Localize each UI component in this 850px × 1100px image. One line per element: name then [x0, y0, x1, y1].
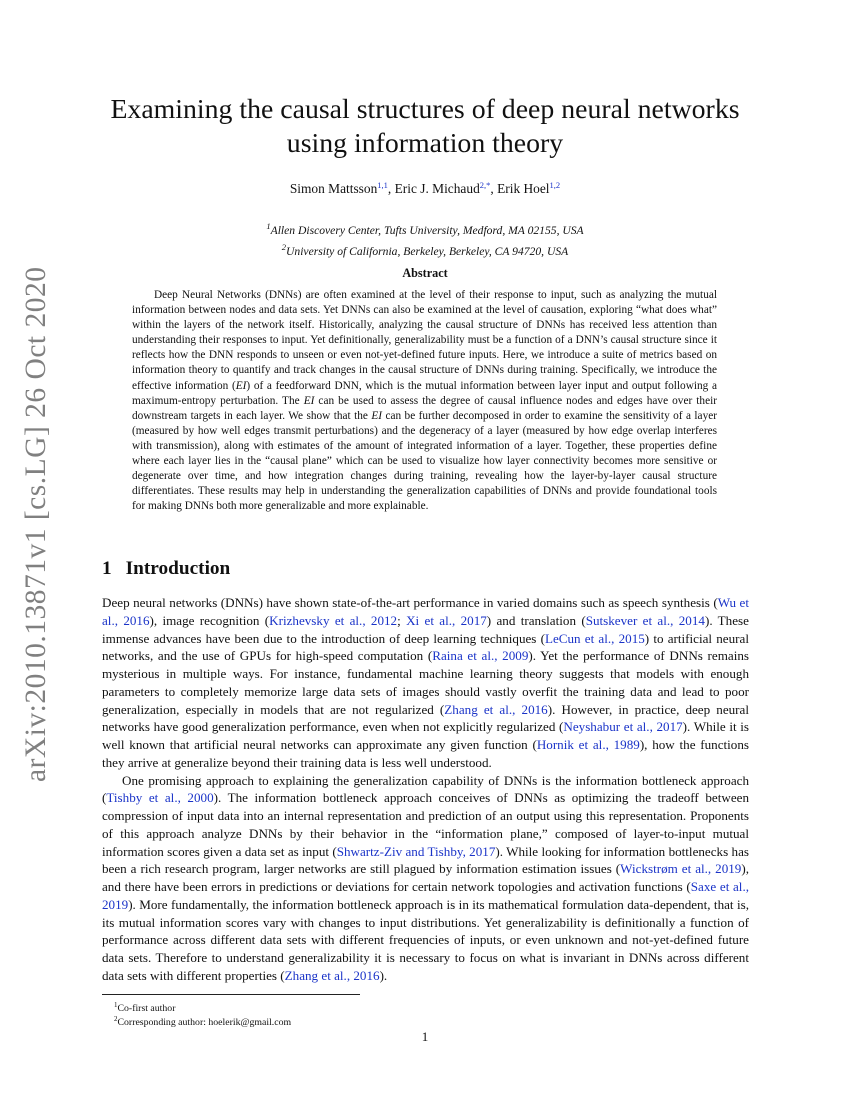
section-number: 1 — [102, 558, 112, 579]
citation-link[interactable]: Wu et al., 2016 — [102, 595, 749, 628]
citation-link[interactable]: Neyshabur et al., 2017 — [563, 719, 683, 735]
citation-link[interactable]: Xi et al., 2017 — [406, 612, 487, 628]
citation-link[interactable]: Raina et al., 2009 — [432, 648, 529, 664]
citation-link[interactable]: Hornik et al., 1989 — [536, 737, 640, 752]
footnote-mark: 1 — [114, 1001, 118, 1009]
affiliation-sup: 1 — [266, 221, 271, 231]
affiliation — [0, 218, 850, 239]
ei-term: EI — [303, 394, 315, 407]
text-segment: ). These immense advances have been due to the introduction of deep learning techniques ( — [102, 612, 749, 646]
text-segment: ). The information bottleneck approach conceives of DNNs as optimizing the tradeoff between compression of input data into an internal representation and prediction of an output using this representation. Proponents of this approach analyze DNNs by their behavior in the “information plane,” composed of layer-to-input mutual information scores given a data set as input ( — [102, 790, 749, 859]
text-segment: One promising approach to explaining the generalization capability of DNNs is the information bottleneck approach ( — [102, 772, 749, 806]
arxiv-stamp: arXiv:2010.13871v1 [cs.LG] 26 Oct 2020 — [20, 266, 52, 782]
text-segment: ), image recognition ( — [149, 612, 270, 628]
affiliation-text: Allen Discovery Center, Tufts University, Medford, MA 02155, USA — [270, 224, 584, 237]
footnote-mark: 2 — [114, 1015, 118, 1023]
author-affil-sup[interactable]: 2,* — [479, 180, 491, 190]
text-segment: ). Yet the performance of DNNs remains mysterious in multiple ways. For instance, fundamental machine learning theory suggests that models with enough parameters to completely memorize large data sets of images should vastly overfit the training data and lead to poor generalization, especially in models that are not regularized ( — [102, 648, 749, 717]
text-segment: ). More fundamentally, the information bottleneck approach is in its mathematical formulation data-dependent, that is, its mutual information scores vary with changes to input distributions. Yet generalizability is definitionally a function of performance across different data sets with different frequencies of inputs, or even unknown and not-yet-defined future data sets. Therefore to understand generalizability it is necessary to focus on what is invariant in DNNs across different data sets with different properties ( — [102, 896, 749, 983]
citation-link[interactable]: Zhang et al., 2016 — [284, 967, 380, 983]
citation-link[interactable]: Sutskever et al., 2014 — [585, 612, 705, 628]
abstract-heading: Abstract — [402, 266, 448, 280]
citation-link[interactable]: Zhang et al., 2016 — [444, 701, 548, 717]
text-segment: ) to artificial neural networks, and the use of GPUs for high-speed computation ( — [102, 630, 749, 664]
affiliations — [0, 218, 850, 260]
text-segment: ). While it is well known that artificial neural networks can approximate any given function ( — [102, 719, 749, 752]
author-affil-sup[interactable]: 1,2 — [549, 180, 561, 190]
author-name: Eric J. Michaud — [394, 181, 480, 196]
text-segment: Deep neural networks (DNNs) have shown state-of-the-art performance in varied domains such as speech synthesis ( — [102, 595, 718, 610]
footnote — [114, 1013, 291, 1029]
section-title: Introduction — [125, 558, 231, 579]
title-line-2: using information theory — [286, 128, 564, 159]
text-segment: ). — [379, 967, 388, 983]
text-segment: ), and there have been errors in predictions or deviations for certain network topologies and activation functions ( — [102, 861, 749, 894]
text-segment: ), how the functions they arrive at generalize beyond their training data is less well understood. — [102, 737, 749, 770]
ei-term: EI — [235, 379, 247, 392]
paragraph — [102, 772, 749, 985]
text-segment: ). However, in practice, deep neural networks have good generalization performance, even when not explicitly regularized ( — [102, 701, 749, 735]
author-name: Erik Hoel — [497, 181, 550, 196]
footnote-rule — [102, 994, 360, 995]
abstract-segment: can be used to assess the degree of causal influence nodes and edges have over their downstream targets in each layer. We show that the — [132, 394, 717, 422]
author-separator: , — [387, 181, 395, 196]
citation-link[interactable]: Shwartz-Ziv and Tishby, 2017 — [336, 843, 496, 859]
author-list — [0, 180, 850, 197]
affiliation-text: University of California, Berkeley, Berkeley, CA 94720, USA — [286, 245, 569, 258]
citation-link[interactable]: LeCun et al., 2015 — [544, 630, 645, 646]
text-segment: ; — [397, 612, 407, 628]
citation-link[interactable]: Krizhevsky et al., 2012 — [269, 612, 398, 628]
paper-title — [60, 93, 790, 161]
abstract-text — [132, 288, 717, 514]
citation-link[interactable]: Wickstrøm et al., 2019 — [620, 861, 742, 877]
ei-term: EI — [371, 409, 383, 422]
introduction-body — [102, 594, 749, 985]
citation-link[interactable]: Saxe et al., 2019 — [102, 879, 749, 912]
text-segment: ) and translation ( — [486, 612, 586, 628]
page-number: 1 — [421, 1029, 429, 1044]
affiliation-sup: 2 — [281, 242, 287, 252]
affiliation — [0, 239, 850, 260]
abstract-segment: ) of a feedforward DNN, which is the mutual information between layer input and output following a maximum-entropy perturbation. The — [132, 379, 717, 407]
title-line-1: Examining the causal structures of deep neural networks — [110, 94, 740, 125]
author-separator: , — [490, 181, 498, 196]
text-segment: ). While looking for information bottlenecks has been a rich research program, larger networks are still plagued by information estimation issues ( — [102, 843, 749, 877]
author-name: Simon Mattsson — [289, 181, 378, 196]
paragraph — [102, 594, 749, 772]
citation-link[interactable]: Tishby et al., 2000 — [106, 790, 214, 806]
footnote-text: Corresponding author: hoelerik@gmail.com — [117, 1017, 292, 1028]
abstract-segment: can be further decomposed in order to examine the sensitivity of a layer (measured by how well edges transmit perturbations) and the degeneracy of a layer (measured by how edge overlap interferes with transmission), along with estimates of the amount of integrated information of a layer. Together, these properties define where each layer lies in the “causal plane” which can be used to visualize how layer connectivity becomes more sensitive or degenerate over time, and how integration changes during training, revealing how the layer-by-layer causal structure differentiates. These results may help in understanding the generalization capabilities of DNNs and provide foundational tools for making DNNs both more generalizable and more explainable. — [132, 409, 717, 513]
footnote-text: Co-first author — [117, 1003, 176, 1014]
abstract-segment: Deep Neural Networks (DNNs) are often examined at the level of their response to input, such as analyzing the mutual information between nodes and data sets. Yet DNNs can also be examined at the level of causation, exploring “what does what” within the layers of the network itself. Historically, analyzing the causal structure of DNNs has received less attention than understanding their responses to input. Yet definitionally, generalizability must be a function of a DNN’s causal structure since it reflects how the DNN responds to unseen or even not-yet-defined future inputs. Here, we introduce a suite of metrics based on information theory to quantify and track changes in the causal structure of DNNs during training. Specifically, we introduce the effective information ( — [132, 289, 717, 392]
author-affil-sup[interactable]: 1,1 — [377, 180, 388, 190]
section-heading — [102, 558, 230, 580]
